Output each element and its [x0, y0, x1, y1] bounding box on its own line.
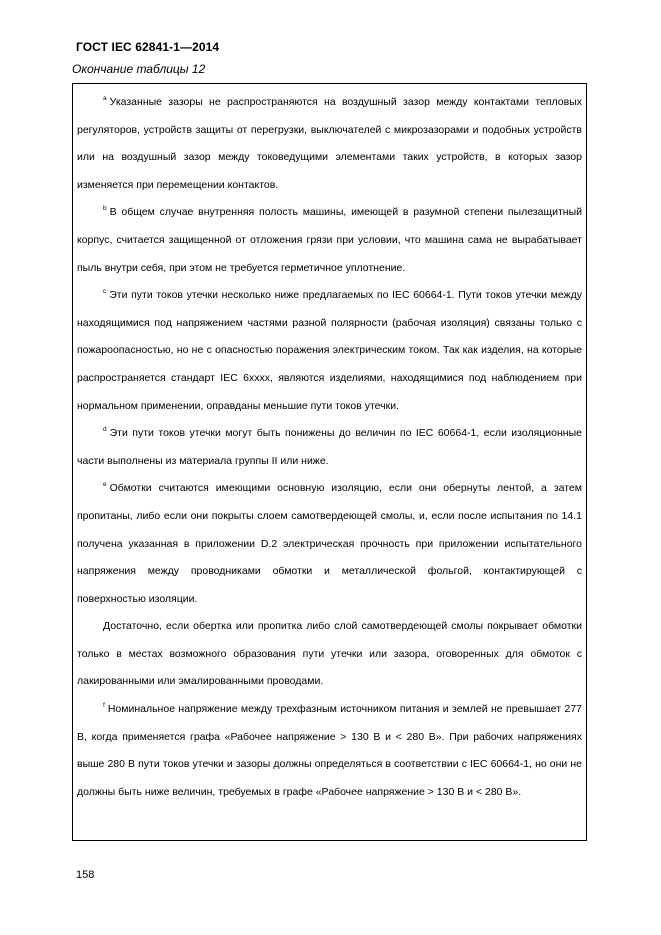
footnote-text: Достаточно, если обертка или пропитка либо слой самотвердеющей смолы покрывает обмотки только в местах возможного образования пути утечки или зазора, оговоренных для обмоток с лакированными или эмалированными проводами.	[77, 620, 582, 688]
document-header: ГОСТ IEC 62841-1—2014	[76, 40, 220, 54]
footnote-text: Эти пути токов утечки могут быть понижены до величин по IEC 60664-1, если изоляционные части выполнены из материала группы II или ниже.	[77, 427, 582, 467]
footnote-text: Эти пути токов утечки несколько ниже предлагаемых по IEC 60664-1. Пути токов утечки между находящимися под напряжением частями разной полярности (рабочая изоляция) связаны только с пожароопасностью, но не с опасностью поражения электрическим током. Так как изделия, на которые распространяется стандарт IEC 6xxxx, являются изделиями, находящимися под наблюдением при нормальном применении, оправданы меньшие пути токов утечки.	[77, 289, 582, 412]
footnote-f	[77, 696, 582, 806]
footnote-text: Обмотки считаются имеющими основную изоляцию, если они обернуты лентой, а затем пропитаны, либо если они покрыты слоем самотвердеющей смолы, и, если после испытания по 14.1 получена указанная в приложении D.2 электрическая прочность при приложении испытательного напряжения между проводниками обмотки и металлической фольгой, контактирующей с поверхностью изоляции.	[77, 482, 582, 605]
footnote-text: Указанные зазоры не распространяются на воздушный зазор между контактами тепловых регуляторов, устройств защиты от перегрузки, выключателей с микрозазорами и подобных устройств или на воздушный зазор между токоведущими элементами таких устройств, в которых зазор изменяется при перемещении контактов.	[77, 96, 582, 191]
footnote-mark: b	[103, 205, 107, 213]
table-notes	[77, 89, 582, 806]
footnote-mark: e	[103, 481, 107, 489]
footnote-d	[77, 420, 582, 475]
footnote-a	[77, 89, 582, 199]
table-caption: Окончание таблицы 12	[72, 62, 206, 76]
footnote-mark: c	[103, 288, 107, 296]
footnote-e	[77, 475, 582, 613]
table-notes-box	[72, 83, 587, 841]
footnote-mark: f	[103, 702, 105, 710]
page-number: 158	[76, 869, 95, 881]
footnote-text: Номинальное напряжение между трехфазным источником питания и землей не превышает 277 В, когда применяется графа «Рабочее напряжение > 130 В и < 280 В». При рабочих напряжениях выше 280 В пути токов утечки и зазоры должны определяться в соответствии с IEC 60664-1, но они не должны быть ниже величин, требуемых в графе «Рабочее напряжение > 130 В и < 280 В».	[77, 703, 582, 798]
footnote-b	[77, 199, 582, 282]
footnote-e-continuation	[77, 613, 582, 696]
footnote-c	[77, 282, 582, 420]
footnote-text: В общем случае внутренняя полость машины, имеющей в разумной степени пылезащитный корпус, считается защищенной от отложения грязи при условии, что машина сама не вырабатывает пыль внутри себя, при этом не требуется герметичное уплотнение.	[77, 206, 582, 274]
footnote-mark: a	[103, 95, 107, 102]
footnote-mark: d	[103, 426, 107, 434]
